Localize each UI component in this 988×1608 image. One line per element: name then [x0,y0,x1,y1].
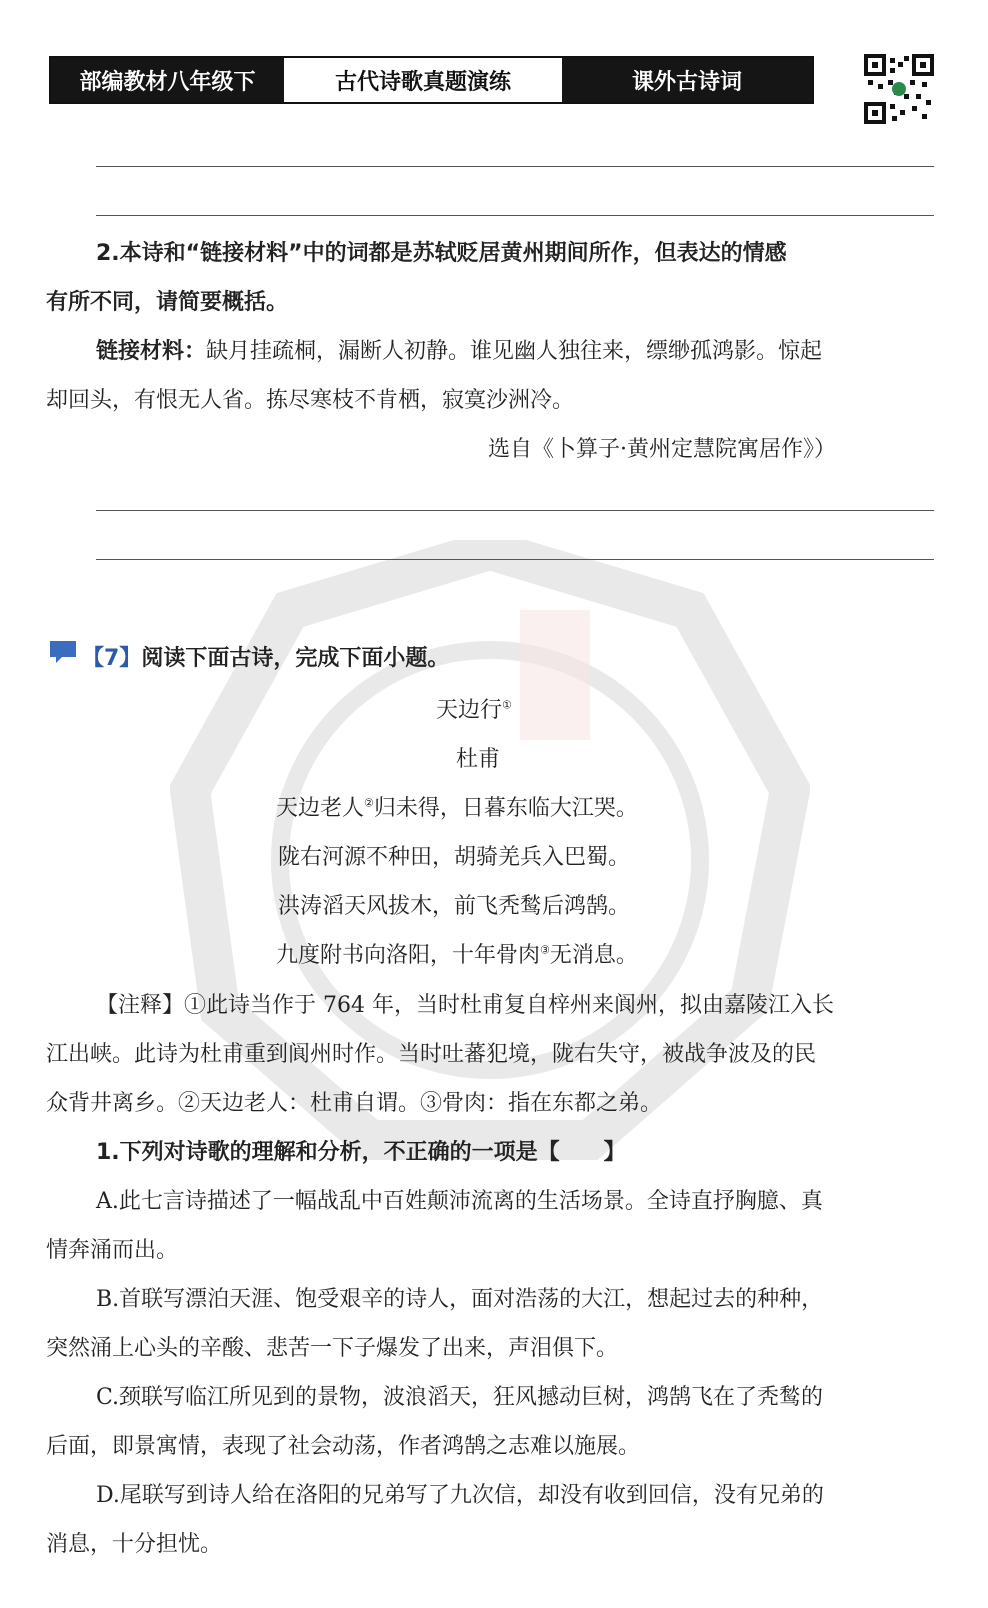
link-material-text: 缺月挂疏桐，漏断人初静。谁见幽人独往来，缥缈孤鸿影。惊起 [206,339,823,364]
answer-line [96,166,934,167]
qr-code-icon [864,54,934,124]
poem-title-text: 天边行 [436,698,503,723]
link-material-line2: 却回头，有恨无人省。拣尽寒枝不肯栖，寂寞沙洲冷。 [46,388,575,413]
question-7-number: 【7】 [82,646,142,671]
option-a-line2: 情奔涌而出。 [46,1238,179,1263]
notes-line3: 众背井离乡。②天边老人：杜甫自谓。③骨肉：指在东都之弟。 [46,1091,663,1116]
header-title: 古代诗歌真题演练 [284,58,562,102]
option-a-line1: A.此七言诗描述了一幅战乱中百姓颠沛流离的生活场景。全诗直抒胸臆、真 [96,1189,823,1214]
question-2-line2: 有所不同，请简要概括。 [46,290,289,315]
poem-line-1 [276,784,638,834]
answer-line [96,559,934,560]
question-7-heading [82,634,449,684]
answer-line [96,215,934,216]
poem-line-4-b: 无消息。 [549,943,638,968]
option-d-line2: 消息，十分担忧。 [46,1532,223,1557]
option-c-line2: 后面，即景寓情，表现了社会动荡，作者鸿鹄之志难以施展。 [46,1434,641,1459]
question-7-instruction: 阅读下面古诗，完成下面小题。 [141,646,450,671]
poem-title [436,686,512,736]
link-material-label: 链接材料： [96,339,207,364]
link-material-source: 选自《卜算子·黄州定慧院寓居作》） [488,437,836,462]
header-grade: 部编教材八年级下 [51,58,284,102]
poem-title-note: ① [502,698,512,712]
question-marker-icon [48,639,78,665]
poem-line-4-a: 九度附书向洛阳，十年骨肉 [276,943,541,968]
poem-line-1-a: 天边老人 [276,796,365,821]
poem-note-2: ② [364,796,374,810]
option-d-line1: D.尾联写到诗人给在洛阳的兄弟写了九次信，却没有收到回信，没有兄弟的 [96,1483,824,1508]
option-b-line2: 突然涌上心头的辛酸、悲苦一下子爆发了出来，声泪俱下。 [46,1336,619,1361]
poem-line-1-b: 归未得，日暮东临大江哭。 [373,796,638,821]
notes-line1: 【注释】①此诗当作于 764 年，当时杜甫复自梓州来阆州，拟由嘉陵江入长 [96,993,834,1018]
option-b-line1: B.首联写漂泊天涯、饱受艰辛的诗人，面对浩荡的大江，想起过去的种种， [96,1287,824,1312]
poem-note-3: ③ [540,943,550,957]
link-material-line1 [96,327,822,377]
header-section: 课外古诗词 [562,58,812,102]
poem-author: 杜甫 [456,747,501,772]
option-c-line1: C.颈联写临江所见到的景物，波浪滔天，狂风撼动巨树，鸿鹄飞在了秃鹙的 [96,1385,824,1410]
poem-line-2: 陇右河源不种田，胡骑羌兵入巴蜀。 [278,845,631,870]
poem-line-4 [276,931,638,981]
question-2-line1: 2.本诗和“链接材料”中的词都是苏轼贬居黄州期间所作，但表达的情感 [96,241,787,266]
sub-question-1-stem: 1.下列对诗歌的理解和分析，不正确的一项是【 】 [96,1140,626,1165]
header-bar [49,56,814,104]
poem-line-3: 洪涛滔天风拔木，前飞秃鹙后鸿鹄。 [278,894,631,919]
notes-line2: 江出峡。此诗为杜甫重到阆州时作。当时吐蕃犯境，陇右失守，被战争波及的民 [46,1042,817,1067]
answer-line [96,510,934,511]
